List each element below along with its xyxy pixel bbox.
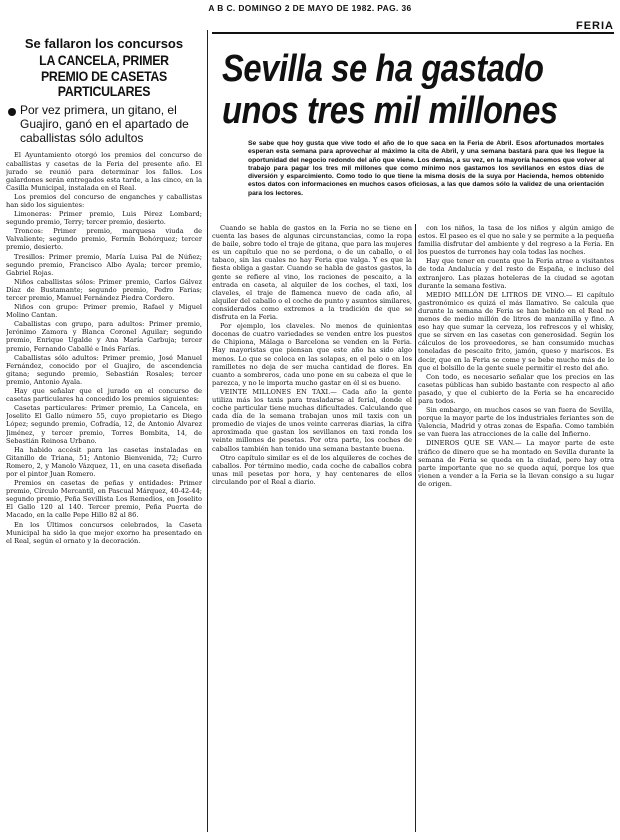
main-article-column-2 xyxy=(418,224,614,832)
paragraph: Sin embargo, en muchos casos se van fuera de Sevilla, porque la mayor parte de los industriales feriantes son de Valencia, Madrid y otras zonas de España. Como también se van fuera las atracciones de la calle del Infierno. xyxy=(418,406,614,439)
paragraph: VEINTE MILLONES EN TAXI.— Cada año la gente utiliza más los taxis para trasladarse al ferial, donde el coche particular tiene muchas dificultades. Calculando que cada día de la semana trabajan unos mil taxis con un promedio de viajes de unos veinte carreras diarias, la cifra aproximada que gastan los sevillanos en taxi ronda los veinte millones de pesetas. Por otra parte, los coches de caballos también han tenido una semana bastante buena. xyxy=(212,387,412,453)
paragraph: Tresillos: Primer premio, María Luisa Pal de Núñez; segundo premio, Francisco Albo Ayala; tercer premio, Gabriel Rojas. xyxy=(6,252,202,277)
left-article xyxy=(6,36,202,832)
paragraph: Ha habido accésit para las casetas instaladas en Gitanillo de Triana, 51; Antonio Bienvenida, 72; Curro Romero, 2, y Manolo Vázquez, 11, en una caseta diseñada por el pintor Juan Romero. xyxy=(6,445,202,478)
main-article-column-1 xyxy=(212,224,412,832)
article-headline: LA CANCELA, PRIMER PREMIO DE CASETAS PARTICULARES xyxy=(39,52,169,100)
paragraph: Otro capítulo similar es el de los alquileres de coches de caballos. Por término medio, cada coche de caballos cobra unas mil pesetas por hora, y hay centenares de ellos circulando por el Real a diario. xyxy=(212,453,412,486)
subhead-text: Por vez primera, un gitano, el Guajiro, ganó en el apartado de caballistas sólo adultos xyxy=(20,103,189,145)
paragraph: Por ejemplo, los claveles. No menos de quinientas docenas de cuatro variedades se venden entre los puestos de Chipiona, Málaga o Barcelona se venden en la Feria. Hay mayoristas que piensan que este año ha sido algo menos. Lo que se coloca en las solapas, en el pelo o en los ramilletes no deja de ser mucha cantidad de flores. En cuanto a sombreros, cada uno pone en su cabeza el que le parezca, y no le importa mucho gastar en él si es bueno. xyxy=(212,322,412,387)
article-deck: Se sabe que hoy gusta que vive todo el año de lo que saca en la Feria de Abril. Esos afortunados mortales esperan esta semana para aprovechar al máximo la cita de Abril, y una semana bastará para que les llegue la oportunidad del negocio redondo del año que viene. Los demás, a su vez, en la mayoría hacemos que volver al trabajo para pagar los tres mil millones que como mínimo nos gastamos los sevillanos en estos días de diversión y esparcimiento. Como todo lo que tiene la misma dosis de la suya por Hacienda, hemos obtenido estos datos con informaciones en muchos casos oficiosas, a las que damos sólo la validez de una orientación para los lectores. xyxy=(248,140,604,197)
main-headline: Sevilla se ha gastado unos tres mil millones xyxy=(222,48,558,132)
paragraph: El Ayuntamiento otorgó los premios del concurso de caballistas y casetas de la Feria del presente año. El jurado se reunió para determinar los fallos. Los galardones serán entregados esta tarde, a las cinco, en la Casilla Municipal, instalada en el Real. xyxy=(6,151,202,192)
paragraph: Con todo, es necesario señalar que los precios en las casetas públicas han subido bastante con respecto al año pasado, y que el cubierto de la Feria se ha encarecido para todos. xyxy=(418,372,614,405)
paragraph: Caballistas sólo adultos: Primer premio, José Manuel Fernández, conocido por el Guajiro, de ascendencia gitana; segundo premio, Sebastián Rosales; tercer premio, Antonio Ayala. xyxy=(6,353,202,386)
paragraph: Hay que señalar que el jurado en el concurso de casetas particulares ha concedido los premios siguientes: xyxy=(6,387,202,404)
paragraph: Troncos: Primer premio, marquesa viuda de Valvaliente; segundo premio, Fermín Bohórquez; tercer premio, desierto. xyxy=(6,227,202,252)
paragraph: Premios en casetas de peñas y entidades: Primer premio, Círculo Mercantil, en Pascual Márquez, 40-42-44; segundo premio, Peña Sevillista Los Remedios, en Joselito El Gallo 120 al 140. Tercer premio, Peña Puerta de Macado, en la calle Pepe Hillo 82 al 86. xyxy=(6,479,202,520)
bullet-icon xyxy=(8,108,16,116)
paragraph: Limoneras: Primer premio, Luis Pérez Lombard; segundo premio, Terry; tercer premio, desierto. xyxy=(6,210,202,227)
paragraph: Caballistas con grupo, para adultos: Primer premio, Jerónimo Zamora y Blanca Coronel Aguilar; segundo premio, Enrique Ugalde y Ana María Carbuja; tercer premio, Fernando Caballé e Inés Farías. xyxy=(6,320,202,353)
paragraph: En los Últimos concursos celebrados, la Caseta Municipal ha sido la que mejor exorno ha presentado en el Real, según el ornato y la decoración. xyxy=(6,520,202,545)
paragraph: Niños caballistas sólos: Primer premio, Carlos Gálvez Díaz de Bustamante; segundo premio, Pedro Farias; tercer premio, Manuel Fernández Piedra Cordero. xyxy=(6,277,202,302)
article-kicker: Se fallaron los concursos xyxy=(24,36,184,51)
section-rule xyxy=(212,32,614,34)
paragraph: Hay que tener en cuenta que la Feria atrae a visitantes de toda Andalucía y del resto de España, e incluso del extranjero. Las plazas hoteleras de la ciudad se agotan durante la semana festiva. xyxy=(418,257,614,290)
paragraph: Cuando se habla de gastos en la Feria no se tiene en cuenta las bases de algunas circunstancias, como la ropa de baile, sobre todo el traje de gitana, que para las mujeres es un capítulo que no se perdona, o de un caballo, o el tabaco, sin las cuales no hay Feria que valga. Y es que la fiesta obliga a gastar. Cuando se habla de gastos gastos, la gente se refiere al vino, los raciones de pescaito, a la entrada en caseta, al alquiler de los coches, el taxi, los claveles, el traje de flamenca nuevo de cada año, al alquiler del caballo o el coche de punto y asuntos similares, considerados como extremos a la tradición de que se disfruta en la Feria. xyxy=(212,224,412,322)
paragraph: MEDIO MILLÓN DE LITROS DE VINO.— El capítulo gastronómico es quizá el más llamativo. Se calcula que durante la semana de Feria se han bebido en el Real no menos de medio millón de litros de manzanilla y fino. A eso hay que sumar la cerveza, los refrescos y el whisky, que se sirven en las casetas con generosidad. Según los cálculos de los proveedores, se han consumido muchas toneladas de pescaito frito, jamón, queso y mariscos. Es decir, que en la Feria se come y se bebe mucho más de lo que el bolsillo de la gente suele permitir el resto del año. xyxy=(418,290,614,372)
paragraph: con los niños, la tasa de los niños y algún amigo de estos. El paseo es el que no sale y se permite a la pequeña familia disfrutar del ambiente y del regreso a la Feria. En los puestos de turrones hay cola todas las noches. xyxy=(418,224,614,257)
article-subhead xyxy=(6,104,202,145)
column-divider xyxy=(207,30,208,832)
paragraph: Casetas particulares: Primer premio, La Cancela, en Joselito El Gallo número 55, cuyo propietario es Diego López; segundo premio, Cofradía, 12, de Antonio Álvarez Jiménez, y tercer premio, Torres Bombita, 14, de Sebastián Reinosa Urbano. xyxy=(6,404,202,445)
section-label: FERIA xyxy=(576,20,614,32)
column-divider xyxy=(415,224,416,832)
page-header: A B C. DOMINGO 2 DE MAYO DE 1982. PAG. 36 xyxy=(208,3,412,13)
paragraph: Niños con grupo: Primer premio, Rafael y Miguel Molino Cantan. xyxy=(6,303,202,320)
article-body xyxy=(6,151,202,544)
paragraph: DINEROS QUE SE VAN.— La mayor parte de este tráfico de dinero que se ha montado en Sevilla durante la semana de Feria se queda en la ciudad, pero hay otra parte importante que no se queda aquí, porque los que vienen a vender a la Feria se la llevan consigo a su lugar de origen. xyxy=(418,439,614,488)
paragraph: Los premios del concurso de enganches y caballistas han sido los siguientes: xyxy=(6,192,202,209)
